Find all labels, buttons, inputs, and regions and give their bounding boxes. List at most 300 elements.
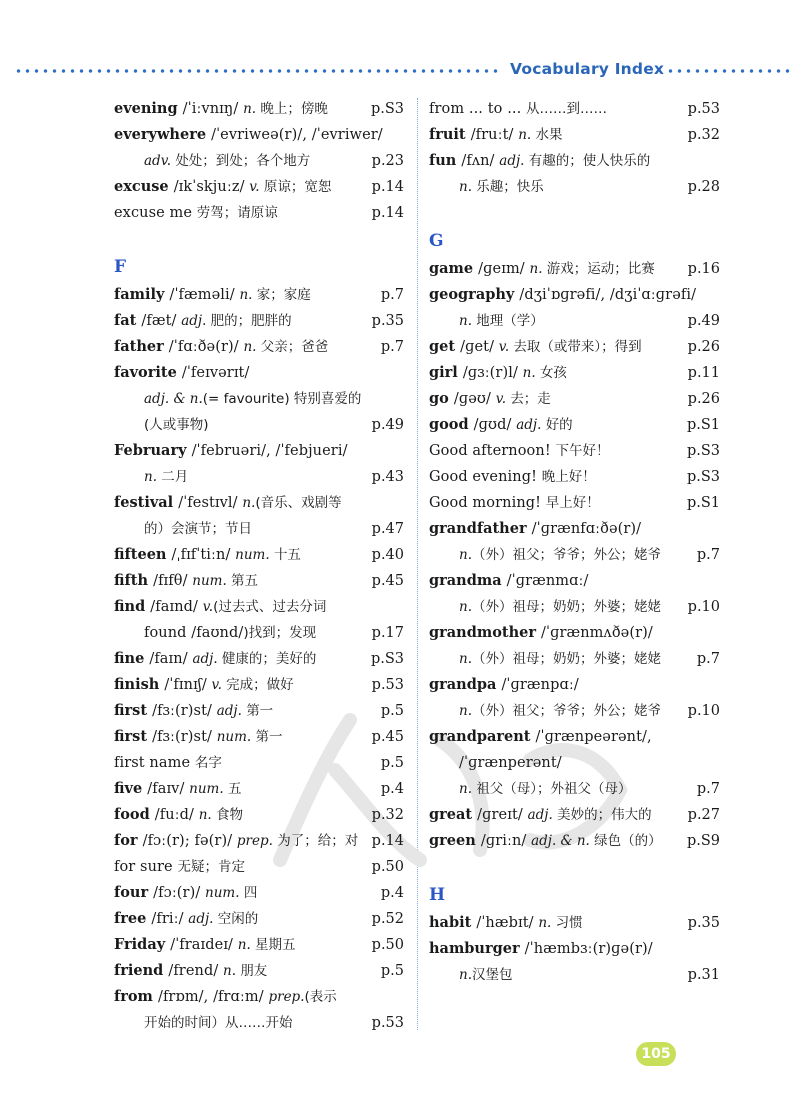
entry-line (429, 672, 720, 698)
vocab-entry (429, 910, 720, 936)
entry-line (114, 854, 404, 880)
part-of-speech: adj. (516, 417, 546, 433)
entry-line (114, 828, 404, 854)
headword: grandparent (429, 728, 536, 745)
headword: grandma (429, 572, 507, 589)
phrase: first name (114, 755, 195, 771)
entry-line (429, 724, 720, 750)
vocab-entry (429, 122, 720, 148)
vocab-entry (429, 256, 720, 282)
phonetic: /ˈiːvnɪŋ/ (182, 101, 244, 117)
vocab-entry (114, 334, 404, 360)
part-of-speech: n. (459, 967, 472, 983)
entry-line (429, 96, 720, 122)
entry-line (114, 932, 404, 958)
definition: 食物 (216, 807, 244, 823)
phonetic: /fæt/ (141, 313, 182, 329)
vocab-entry (114, 200, 404, 226)
part-of-speech: v. (498, 339, 514, 355)
headword: first (114, 702, 153, 719)
headword: favorite (114, 364, 182, 381)
page-ref: p.7 (380, 339, 404, 355)
phonetic: /friː/ (151, 911, 189, 927)
phonetic: /fʌn/ (461, 153, 500, 169)
vocab-entry (114, 672, 404, 698)
letter-heading: H (429, 885, 446, 905)
page-ref: p.49 (687, 313, 720, 329)
page-ref: p.S3 (686, 443, 720, 459)
phrase: Good evening! (429, 469, 542, 485)
definition: （外）祖父；爷爷；外公；姥爷 (472, 547, 661, 563)
letter-heading: F (114, 257, 127, 277)
page-ref: p.35 (687, 915, 720, 931)
phonetic: /ˈfeɪvərɪt/ (181, 365, 250, 381)
vocab-entry (429, 464, 720, 490)
part-of-speech: num. (205, 885, 244, 901)
vocab-entry (429, 282, 720, 334)
definition: 父亲；爸爸 (260, 339, 329, 355)
definition: 无疑；肯定 (177, 859, 245, 875)
part-of-speech: n. (459, 703, 472, 719)
definition: 祖父（母）；外祖父（母） (476, 781, 632, 797)
vocab-entry (114, 438, 404, 490)
page-ref: p.7 (380, 287, 404, 303)
page-ref: p.5 (380, 755, 404, 771)
phonetic: /ɡəʊ/ (453, 391, 496, 407)
definition: 去；走 (510, 391, 551, 407)
vocab-entry (429, 802, 720, 828)
entry-line (429, 910, 720, 936)
definition: 五 (227, 781, 242, 797)
phonetic: /ɡriːn/ (480, 833, 532, 849)
vocab-entry (429, 96, 720, 122)
vocab-entry (429, 620, 720, 672)
definition: 劳驾；请原谅 (196, 205, 278, 221)
vocab-entry (429, 334, 720, 360)
vocab-entry (429, 936, 720, 988)
headword: fat (114, 312, 142, 329)
entry-line (114, 386, 404, 412)
headword: fifteen (114, 546, 172, 563)
entry-line (114, 412, 404, 438)
section-title: Vocabulary Index (510, 60, 665, 78)
part-of-speech: num. (216, 729, 256, 745)
headword: five (114, 780, 148, 797)
entry-line (429, 750, 720, 776)
headword: food (114, 806, 155, 823)
vocab-entry (114, 724, 404, 750)
page-ref: p.7 (696, 547, 720, 563)
definition: （外）祖父；爷爷；外公；姥爷 (472, 703, 661, 719)
entry-line (114, 148, 404, 174)
headword: everywhere (114, 126, 212, 143)
phonetic: /fɔː(r); fə(r)/ (142, 833, 237, 849)
entry-line (114, 958, 404, 984)
phonetic: /ɡeɪm/ (478, 261, 530, 277)
entry-line (114, 594, 404, 620)
page-ref: p.S3 (370, 101, 404, 117)
phrase: from ... to ... (429, 101, 527, 117)
headword: finish (114, 676, 165, 693)
part-of-speech: n. (239, 287, 257, 303)
entry-line (429, 438, 720, 464)
page-ref: p.45 (371, 573, 404, 589)
part-of-speech: n. (237, 937, 256, 953)
phonetic: /fɜː(r)st/ (152, 703, 217, 719)
entry-line (429, 594, 720, 620)
headword: go (429, 390, 454, 407)
page-ref: p.53 (371, 1015, 404, 1031)
page-ref: p.31 (687, 967, 720, 983)
vocab-entry (114, 490, 404, 542)
entry-line (114, 620, 404, 646)
phonetic: /ˈevriweə(r)/, /ˈevriwer/ (211, 127, 383, 143)
page-ref: p.53 (371, 677, 404, 693)
definition: 好的 (545, 417, 573, 433)
entry-line (429, 464, 720, 490)
phonetic: /ˈfraɪdeɪ/ (170, 937, 238, 953)
part-of-speech: adj. & n. (531, 833, 595, 849)
page-ref: p.43 (371, 469, 404, 485)
entry-line (114, 750, 404, 776)
entry-line (114, 308, 404, 334)
entry-line (114, 646, 404, 672)
dotted-rule-left (14, 69, 500, 73)
part-of-speech: n. (538, 915, 556, 931)
definition: 原谅；宽恕 (263, 179, 332, 195)
page-ref: p.11 (687, 365, 720, 381)
phrase: Good morning! (429, 495, 546, 511)
letter-heading: G (429, 231, 444, 251)
definition: 的）会演节；节日 (144, 521, 252, 537)
part-of-speech: adj. & n. (144, 391, 203, 407)
part-of-speech: n. (529, 261, 547, 277)
page-ref: p.5 (380, 963, 404, 979)
phonetic: /ɡet/ (460, 339, 499, 355)
definition: 第五 (231, 573, 259, 589)
phonetic: /fɪfθ/ (153, 573, 193, 589)
phonetic: /frend/ (168, 963, 224, 979)
headword: fine (114, 650, 150, 667)
part-of-speech: num. (192, 573, 232, 589)
definition: 有趣的；使人快乐的 (528, 153, 651, 169)
page-ref: p.7 (696, 781, 720, 797)
vocab-entry (429, 412, 720, 438)
vocab-entry (429, 490, 720, 516)
definition: 地理（学） (476, 313, 544, 329)
definition: 美妙的；伟大的 (557, 807, 652, 823)
page-ref: p.50 (371, 859, 404, 875)
entry-line (114, 282, 404, 308)
entry-line (114, 698, 404, 724)
section-gap (429, 200, 720, 226)
vocab-entry (114, 750, 404, 776)
part-of-speech: prep. (268, 989, 305, 1005)
definition: 水果 (535, 127, 563, 143)
part-of-speech: adj. (499, 153, 529, 169)
phonetic: /faɪv/ (147, 781, 190, 797)
phonetic: /fuːd/ (154, 807, 199, 823)
headword: grandfather (429, 520, 532, 537)
page-ref: p.14 (371, 205, 404, 221)
phrase: excuse me (114, 205, 197, 221)
entry-line (114, 672, 404, 698)
definition: 完成；做好 (226, 677, 294, 693)
left-column (114, 96, 404, 1036)
phonetic: /ˈfɑːðə(r)/ (168, 339, 244, 355)
entry-line (429, 490, 720, 516)
page-ref: p.10 (687, 703, 720, 719)
vocab-entry (114, 542, 404, 568)
definition: (= favourite) 特别喜爱的 (202, 391, 362, 407)
vocab-entry (114, 174, 404, 200)
phonetic: /fruːt/ (470, 127, 519, 143)
entry-line (429, 962, 720, 988)
definition: 习惯 (555, 915, 583, 931)
definition: 十五 (273, 547, 301, 563)
page-ref: p.S1 (686, 495, 720, 511)
headword: hamburger (429, 940, 525, 957)
headword: family (114, 286, 170, 303)
entry-line (114, 984, 404, 1010)
page-ref: p.14 (371, 179, 404, 195)
part-of-speech: n. (459, 781, 477, 797)
phonetic: /ɡʊd/ (473, 417, 517, 433)
entry-line (114, 542, 404, 568)
part-of-speech: num. (235, 547, 274, 563)
entry-line (114, 802, 404, 828)
vocab-entry (429, 438, 720, 464)
part-of-speech: n. (198, 807, 217, 823)
phrase: found /faʊnd/ (144, 625, 244, 641)
entry-line (429, 828, 720, 854)
entry-line (114, 568, 404, 594)
headword: find (114, 598, 151, 615)
phonetic: /ˈfestɪvl/ (178, 495, 243, 511)
vocab-entry (114, 906, 404, 932)
page-ref: p.S1 (686, 417, 720, 433)
page-ref: p.23 (371, 153, 404, 169)
dotted-rule-right (666, 69, 792, 73)
entry-line (429, 256, 720, 282)
phrase: Good afternoon! (429, 443, 556, 459)
part-of-speech: adj. (188, 911, 218, 927)
definition: (表示 (304, 989, 337, 1005)
entry-line (429, 802, 720, 828)
part-of-speech: n. (223, 963, 241, 979)
page-ref: p.S9 (686, 833, 720, 849)
definition: 为了；给；对 (277, 833, 359, 849)
headword: habit (429, 914, 477, 931)
entry-line (429, 646, 720, 672)
entry-line (114, 200, 404, 226)
phonetic: /ɡɜː(r)l/ (462, 365, 523, 381)
entry-line (114, 174, 404, 200)
definition: 去取（或带来）；得到 (513, 339, 642, 355)
definition: 早上好！ (545, 495, 600, 511)
phonetic: /ˈɡrænfɑːðə(r)/ (531, 521, 642, 537)
vocab-entry (429, 828, 720, 854)
definition: 晚上好！ (541, 469, 596, 485)
part-of-speech: v. (202, 599, 214, 615)
vocab-entry (114, 568, 404, 594)
definition: 从……到…… (526, 101, 608, 117)
definition: 乐趣；快乐 (476, 179, 544, 195)
entry-line (429, 516, 720, 542)
definition: 游戏；运动；比赛 (546, 261, 655, 277)
page-ref: p.28 (687, 179, 720, 195)
definition: 汉堡包 (472, 967, 513, 983)
vocab-entry (114, 802, 404, 828)
definition: 朋友 (240, 963, 268, 979)
vocab-entry (429, 724, 720, 802)
vocab-entry (114, 880, 404, 906)
entry-line (429, 308, 720, 334)
entry-line (429, 620, 720, 646)
page-ref: p.45 (371, 729, 404, 745)
headword: great (429, 806, 478, 823)
part-of-speech: n. (459, 547, 472, 563)
vocab-entry (114, 854, 404, 880)
definition: 开始的时间）从……开始 (144, 1015, 293, 1031)
column-divider (417, 98, 418, 1030)
definition: 肥的；肥胖的 (210, 313, 292, 329)
phonetic: /dʒiˈɒɡrəfi/, /dʒiˈɑːɡrəfi/ (519, 287, 697, 303)
vocab-entry (114, 776, 404, 802)
part-of-speech: n. (243, 101, 261, 117)
phonetic: /ˈhæbɪt/ (476, 915, 539, 931)
entry-line (114, 776, 404, 802)
phonetic: /ˈfæməli/ (169, 287, 240, 303)
entry-line (114, 464, 404, 490)
phonetic: /fɔː(r)/ (153, 885, 206, 901)
entry-line (114, 490, 404, 516)
headword: for (114, 832, 143, 849)
vocab-entry (429, 360, 720, 386)
entry-line (429, 568, 720, 594)
page-ref: p.49 (371, 417, 404, 433)
headword: fruit (429, 126, 471, 143)
definition: （外）祖母；奶奶；外婆；姥姥 (472, 599, 661, 615)
entry-line (114, 360, 404, 386)
entry-line (429, 542, 720, 568)
headword: girl (429, 364, 463, 381)
headword: four (114, 884, 154, 901)
phrase: /ˈɡrænperənt/ (459, 755, 562, 771)
vocab-entry (114, 646, 404, 672)
headword: Friday (114, 936, 171, 953)
phonetic: /ˈhæmbɜː(r)ɡə(r)/ (524, 941, 653, 957)
page-ref: p.53 (687, 101, 720, 117)
page-ref: p.5 (380, 703, 404, 719)
headword: get (429, 338, 461, 355)
definition: )找到；发现 (243, 625, 317, 641)
vocab-entry (114, 360, 404, 438)
phonetic: /ˌfɪfˈtiːn/ (171, 547, 236, 563)
entry-line (429, 386, 720, 412)
page-ref: p.7 (696, 651, 720, 667)
entry-line (114, 724, 404, 750)
definition: (人或事物) (144, 417, 209, 433)
definition: 家；家庭 (256, 287, 311, 303)
definition: 女孩 (539, 365, 567, 381)
entry-line (429, 776, 720, 802)
page-ref: p.47 (371, 521, 404, 537)
page-ref: p.16 (687, 261, 720, 277)
right-column (429, 96, 720, 988)
vocab-entry (114, 308, 404, 334)
page-ref: p.14 (371, 833, 404, 849)
entry-line (114, 880, 404, 906)
headword: from (114, 988, 158, 1005)
section-gap (114, 226, 404, 252)
page-header (0, 58, 800, 84)
entry-line (429, 148, 720, 174)
headword: evening (114, 100, 183, 117)
definition: 下午好！ (555, 443, 610, 459)
part-of-speech: n. (459, 599, 472, 615)
headword: excuse (114, 178, 174, 195)
entry-line (429, 174, 720, 200)
page-ref: p.26 (687, 391, 720, 407)
headword: friend (114, 962, 169, 979)
headword: game (429, 260, 479, 277)
part-of-speech: n. (242, 495, 256, 511)
phonetic: /ɪkˈskjuːz/ (173, 179, 250, 195)
part-of-speech: n. (243, 339, 261, 355)
vocab-entry (429, 568, 720, 620)
vocab-entry (114, 698, 404, 724)
vocab-entry (114, 958, 404, 984)
entry-line (114, 122, 404, 148)
part-of-speech: n. (144, 469, 162, 485)
phonetic: /ˈɡrænpeərənt/, (535, 729, 652, 745)
entry-line (429, 360, 720, 386)
headword: first (114, 728, 153, 745)
part-of-speech: n. (459, 313, 477, 329)
vocab-entry (429, 148, 720, 200)
entry-line (429, 698, 720, 724)
vocab-entry (429, 386, 720, 412)
definition: 四 (243, 885, 258, 901)
definition: (音乐、戏剧等 (255, 495, 342, 511)
definition: 晚上；傍晚 (260, 101, 328, 117)
part-of-speech: prep. (236, 833, 278, 849)
part-of-speech: num. (189, 781, 228, 797)
part-of-speech: n. (459, 651, 472, 667)
section-gap (429, 854, 720, 880)
entry-line (429, 334, 720, 360)
phonetic: /fɜː(r)st/ (152, 729, 217, 745)
page-ref: p.32 (687, 127, 720, 143)
page-number-badge: 105 (636, 1042, 676, 1066)
entry-line (429, 412, 720, 438)
page-ref: p.35 (371, 313, 404, 329)
page-ref: p.32 (371, 807, 404, 823)
page-ref: p.27 (687, 807, 720, 823)
vocab-entry (429, 672, 720, 724)
vocab-entry (114, 96, 404, 122)
entry-line (114, 906, 404, 932)
part-of-speech: v. (249, 179, 264, 195)
headword: festival (114, 494, 179, 511)
definition: 处处；到处；各个地方 (175, 153, 311, 169)
entry-line (114, 96, 404, 122)
headword: February (114, 442, 192, 459)
definition: 第一 (246, 703, 274, 719)
part-of-speech: v. (495, 391, 511, 407)
entry-line (429, 936, 720, 962)
